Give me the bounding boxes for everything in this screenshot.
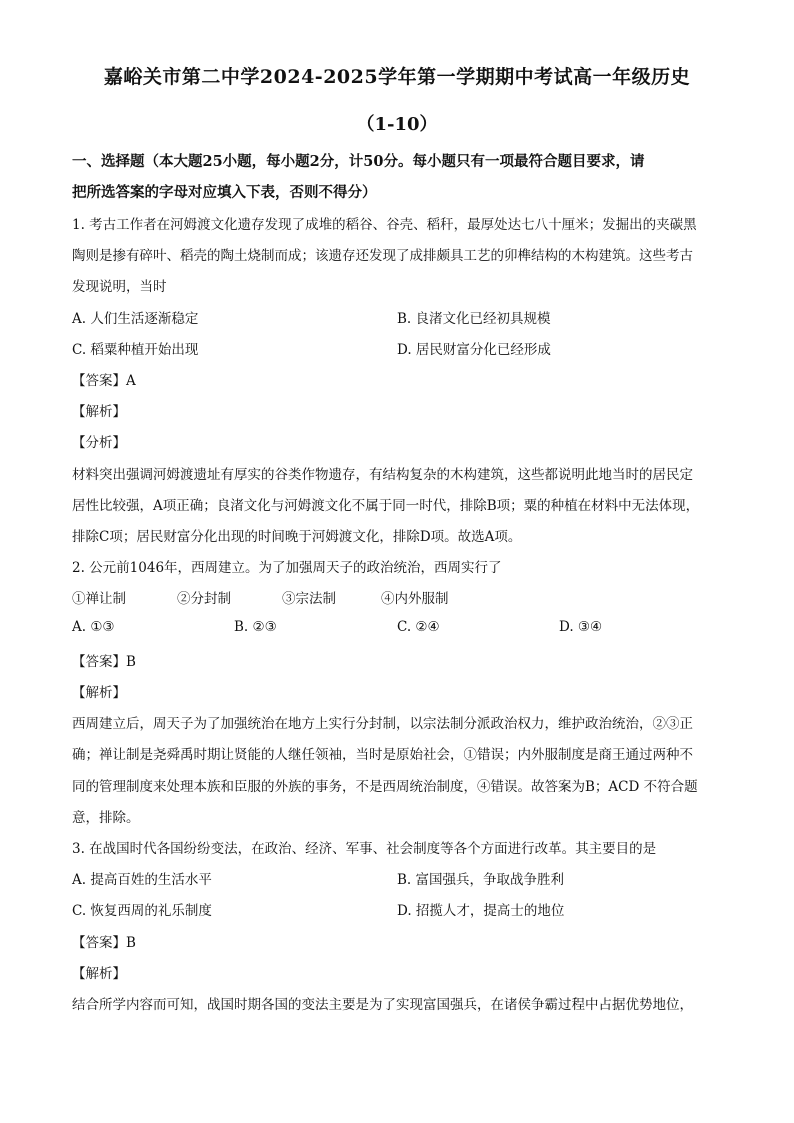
q1-option-c: C. 稻粟种植开始出现 — [72, 342, 199, 358]
q1-fenxi-label: 【分析】 — [72, 435, 126, 451]
q3-option-b: B. 富国强兵，争取战争胜利 — [397, 872, 565, 888]
q2-option-a: A. ①③ — [72, 619, 115, 635]
q2-item-2: ②分封制 — [177, 591, 231, 607]
q2-option-c: C. ②④ — [397, 619, 440, 635]
q1-stem-line-2: 陶则是掺有碎叶、稻壳的陶土烧制而成；该遗存还发现了成排颇具工艺的卯榫结构的木构建筑。这些考古 — [72, 248, 693, 264]
q1-option-b: B. 良渚文化已经初具规模 — [397, 311, 551, 327]
q1-explanation-line-2: 居性比较强，A项正确；良渚文化与河姆渡文化不属于同一时代，排除B项；粟的种植在材料中无法体现， — [72, 498, 700, 514]
q3-option-a: A. 提高百姓的生活水平 — [72, 872, 212, 888]
q2-item-4: ④内外服制 — [381, 591, 449, 607]
q1-explanation-line-1: 材料突出强调河姆渡遗址有厚实的谷类作物遗存，有结构复杂的木构建筑，这些都说明此地当时的居民定 — [72, 467, 693, 483]
q3-explanation-line-1: 结合所学内容而可知，战国时期各国的变法主要是为了实现富国强兵，在诸侯争霸过程中占据优势地位， — [72, 997, 693, 1013]
q1-stem-line-1: 1. 考古工作者在河姆渡文化遗存发现了成堆的稻谷、谷壳、稻秆，最厚处达七八十厘米；发掘出的夹碳黑 — [72, 217, 697, 233]
q2-jiexi-label: 【解析】 — [72, 685, 126, 701]
q2-option-b: B. ②③ — [234, 619, 277, 635]
q2-item-3: ③宗法制 — [282, 591, 336, 607]
q2-answer: 【答案】B — [72, 654, 136, 670]
page-subtitle: （1-10） — [356, 114, 438, 135]
q1-option-a: A. 人们生活逐渐稳定 — [72, 311, 199, 327]
q1-explanation-line-3: 排除C项；居民财富分化出现的时间晚于河姆渡文化，排除D项。故选A项。 — [72, 529, 522, 545]
q3-stem-line-1: 3. 在战国时代各国纷纷变法，在政治、经济、军事、社会制度等各个方面进行改革。其主要目的是 — [72, 841, 657, 857]
page-title: 嘉峪关市第二中学2024-2025学年第一学期期中考试高一年级历史 — [103, 66, 691, 88]
q3-jiexi-label: 【解析】 — [72, 966, 126, 982]
section-heading-line-2: 把所选答案的字母对应填入下表，否则不得分） — [72, 184, 377, 201]
q1-answer: 【答案】A — [72, 373, 136, 389]
q2-explanation-line-4: 意，排除。 — [72, 810, 140, 826]
q1-stem-line-3: 发现说明，当时 — [72, 279, 167, 295]
q3-option-c: C. 恢复西周的礼乐制度 — [72, 903, 212, 919]
q2-explanation-line-1: 西周建立后，周天子为了加强统治在地方上实行分封制，以宗法制分派政治权力，维护政治统治，②③正 — [72, 716, 693, 732]
q2-option-d: D. ③④ — [559, 619, 603, 635]
q2-item-1: ①禅让制 — [72, 591, 126, 607]
q2-explanation-line-3: 同的管理制度来处理本族和臣服的外族的事务，不是西周统治制度，④错误。故答案为B；ACD 不符合题 — [72, 779, 698, 795]
q3-option-d: D. 招揽人才，提高士的地位 — [397, 903, 565, 919]
section-heading-line-1: 一、选择题（本大题25小题，每小题2分，计50分。每小题只有一项最符合题目要求，请 — [72, 153, 645, 170]
q2-stem-line-1: 2. 公元前1046年，西周建立。为了加强周天子的政治统治，西周实行了 — [72, 560, 502, 576]
q2-explanation-line-2: 确；禅让制是尧舜禹时期让贤能的人继任领袖，当时是原始社会，①错误；内外服制度是商王通过两种不 — [72, 747, 693, 763]
q1-option-d: D. 居民财富分化已经形成 — [397, 342, 551, 358]
q1-jiexi-label: 【解析】 — [72, 404, 126, 420]
q3-answer: 【答案】B — [72, 935, 136, 951]
